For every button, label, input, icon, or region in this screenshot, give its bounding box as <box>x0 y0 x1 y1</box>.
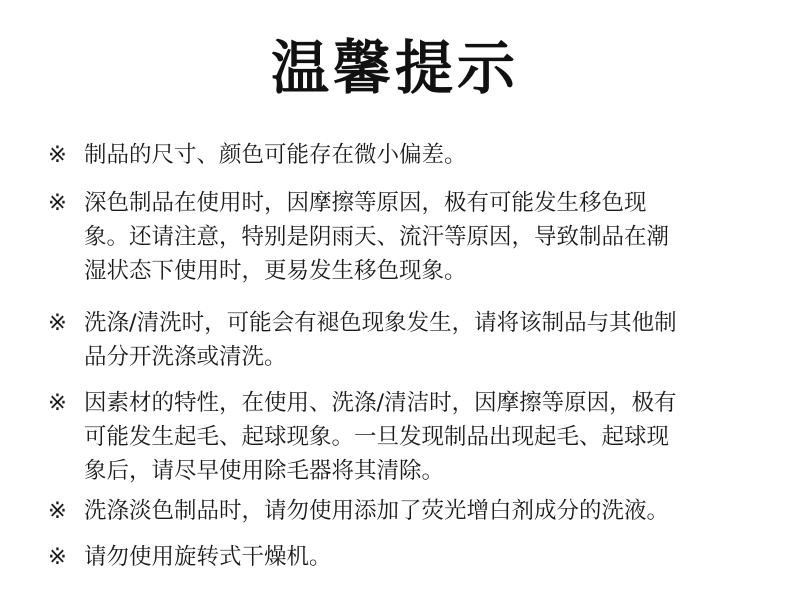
notice-text: 洗涤/清洗时，可能会有褪色现象发生，请将该制品与其他制 品分开洗涤或清洗。 <box>84 310 677 370</box>
notice-text: 因素材的特性，在使用、洗涤/清洁时，因摩擦等原因，极有 可能发生起毛、起球现象。一旦发现制品出现起毛、起球现 象后，请尽早使用除毛器将其清除。 <box>84 390 677 484</box>
notice-text: 洗涤淡色制品时，请勿使用添加了荧光增白剂成分的洗液。 <box>84 498 670 524</box>
notice-text: 请勿使用旋转式干燥机。 <box>84 544 332 570</box>
notice-item <box>48 540 728 574</box>
notice-item <box>48 386 728 488</box>
reference-mark-icon: ※ <box>48 390 67 416</box>
notice-item <box>48 306 728 374</box>
notice-item <box>48 494 728 528</box>
page-title: 温馨提示 <box>270 34 519 102</box>
reference-mark-icon: ※ <box>48 544 67 570</box>
reference-mark-icon: ※ <box>48 498 67 524</box>
notice-text: 制品的尺寸、颜色可能存在微小偏差。 <box>84 142 467 168</box>
reference-mark-icon: ※ <box>48 142 67 168</box>
reference-mark-icon: ※ <box>48 190 67 216</box>
notice-item <box>48 138 728 172</box>
notice-text: 深色制品在使用时，因摩擦等原因，极有可能发生移色现 象。还请注意，特别是阴雨天、流汗等原因，导致制品在潮 湿状态下使用时，更易发生移色现象。 <box>84 190 670 284</box>
notice-item <box>48 186 728 288</box>
reference-mark-icon: ※ <box>48 310 67 336</box>
